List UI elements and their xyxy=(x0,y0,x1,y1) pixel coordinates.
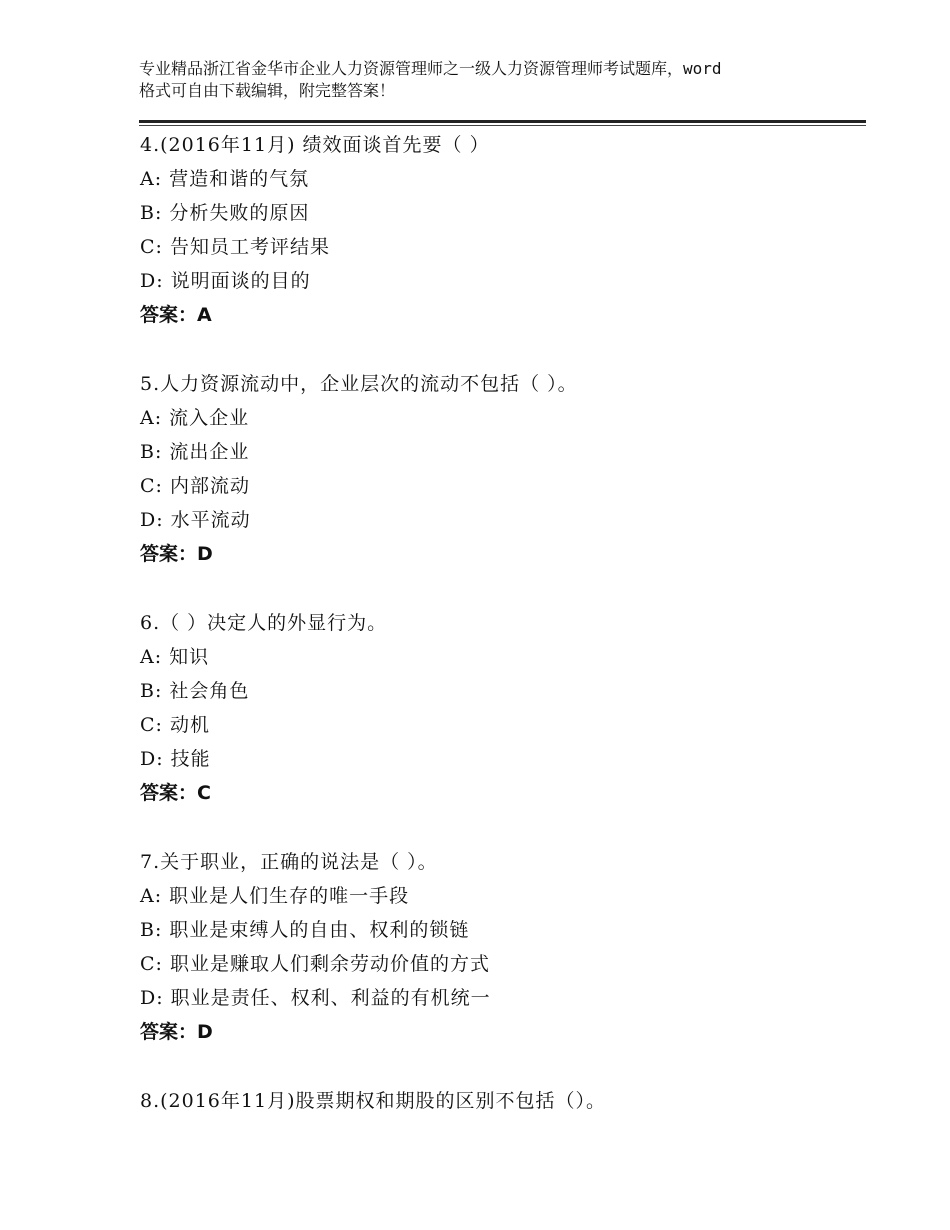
option-b: B: 职业是束缚人的自由、权利的锁链 xyxy=(140,919,470,941)
spacer xyxy=(140,810,860,845)
question-6 xyxy=(140,606,860,810)
answer: 答案：D xyxy=(140,1021,213,1043)
question-4 xyxy=(140,128,860,332)
spacer xyxy=(140,571,860,606)
option-c: C: 内部流动 xyxy=(140,475,250,497)
option-c: C: 告知员工考评结果 xyxy=(140,236,330,258)
spacer xyxy=(140,1049,860,1084)
option-b: B: 社会角色 xyxy=(140,680,250,702)
question-stem: 6.（ ）决定人的外显行为。 xyxy=(140,612,388,634)
option-a: A: 职业是人们生存的唯一手段 xyxy=(140,885,410,907)
question-stem: 5.人力资源流动中，企业层次的流动不包括（ ）。 xyxy=(140,373,578,395)
option-d: D: 职业是责任、权利、利益的有机统一 xyxy=(140,987,491,1009)
header-line-1: 专业精品浙江省金华市企业人力资源管理师之一级人力资源管理师考试题库，word xyxy=(139,59,722,78)
question-stem: 4.(2016年11月) 绩效面谈首先要（ ） xyxy=(140,134,490,156)
option-d: D: 技能 xyxy=(140,748,211,770)
option-d: D: 水平流动 xyxy=(140,509,251,531)
option-b: B: 流出企业 xyxy=(140,441,250,463)
option-a: A: 知识 xyxy=(140,646,210,668)
option-a: A: 流入企业 xyxy=(140,407,250,429)
option-a: A: 营造和谐的气氛 xyxy=(140,168,310,190)
spacer xyxy=(140,332,860,367)
option-c: C: 职业是赚取人们剩余劳动价值的方式 xyxy=(140,953,490,975)
document-header xyxy=(139,58,839,102)
question-list xyxy=(140,128,860,1118)
answer: 答案：C xyxy=(140,782,211,804)
option-b: B: 分析失败的原因 xyxy=(140,202,310,224)
question-stem: 8.(2016年11月)股票期权和期股的区别不包括（）。 xyxy=(140,1090,606,1112)
answer: 答案：D xyxy=(140,543,213,565)
answer: 答案：A xyxy=(140,304,212,326)
question-8 xyxy=(140,1084,860,1118)
header-line-2: 格式可自由下载编辑，附完整答案！ xyxy=(139,81,396,100)
question-5 xyxy=(140,367,860,571)
header-divider-thin xyxy=(139,125,866,126)
question-7 xyxy=(140,845,860,1049)
option-d: D: 说明面谈的目的 xyxy=(140,270,311,292)
question-stem: 7.关于职业，正确的说法是（ ）。 xyxy=(140,851,438,873)
option-c: C: 动机 xyxy=(140,714,210,736)
header-divider-thick xyxy=(139,120,866,123)
